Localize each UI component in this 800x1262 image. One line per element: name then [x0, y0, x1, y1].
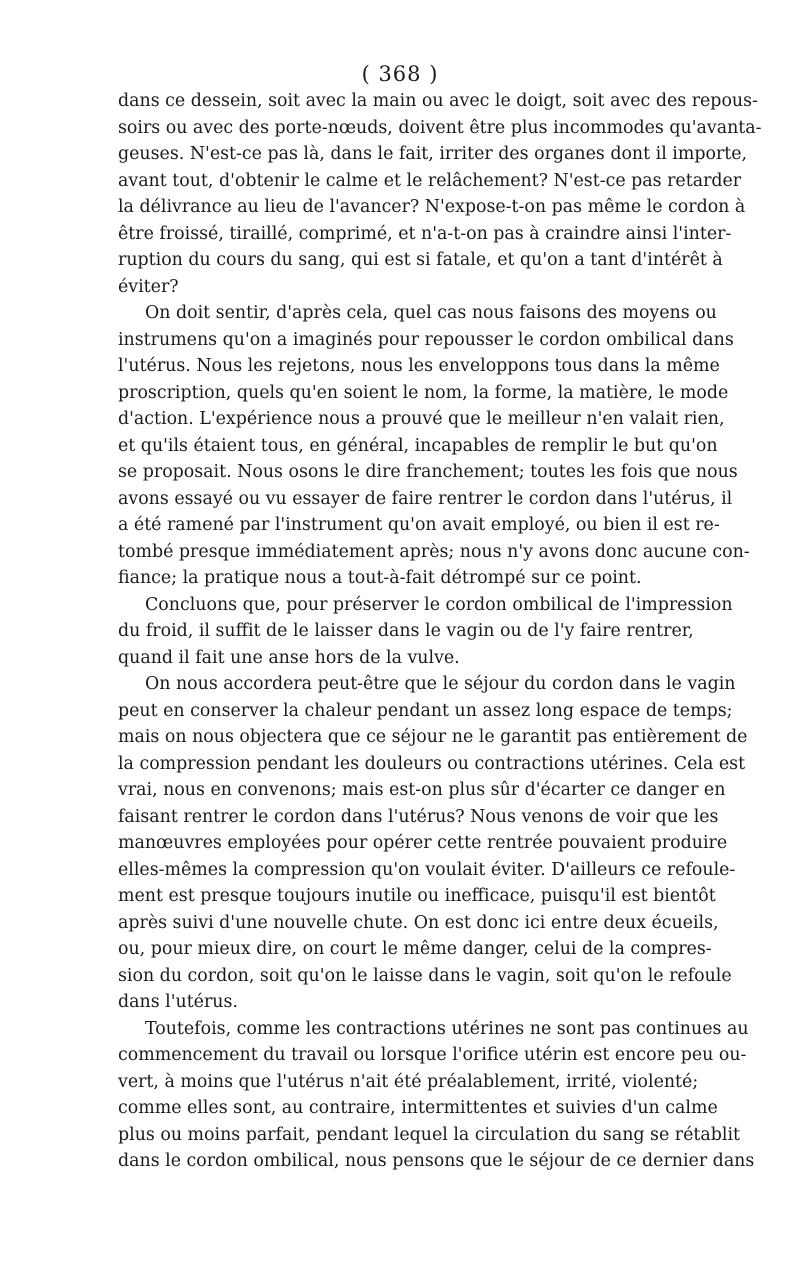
text-line: a été ramené par l'instrument qu'on avait employé, ou bien il est re-	[118, 515, 720, 535]
text-line: vrai, nous en convenons; mais est-on plus sûr d'écarter ce danger en	[118, 780, 726, 800]
text-line: soirs ou avec des porte-nœuds, doivent être plus incommodes qu'avanta-	[118, 117, 762, 138]
text-line: dans le cordon ombilical, nous pensons que le séjour de ce dernier dans	[118, 1151, 755, 1171]
text-line: On nous accordera peut-être que le séjour du cordon dans le vagin	[145, 674, 736, 694]
text-line: elles-mêmes la compression qu'on voulait éviter. D'ailleurs ce refoule-	[118, 859, 736, 880]
text-line: faisant rentrer le cordon dans l'utérus? Nous venons de voir que les	[118, 806, 719, 827]
text-line: instrumens qu'on a imaginés pour repousser le cordon ombilical dans	[118, 329, 734, 350]
body-text	[118, 88, 762, 1175]
text-line: plus ou moins parfait, pendant lequel la circulation du sang se rétablit	[118, 1124, 741, 1145]
page-number: ( 368 )	[361, 62, 439, 86]
text-line: mais on nous objectera que ce séjour ne le garantit pas entièrement de	[118, 727, 748, 747]
text-line: sion du cordon, soit qu'on le laisse dans le vagin, soit qu'on le refoule	[118, 965, 732, 986]
text-line: ruption du cours du sang, qui est si fatale, et qu'on a tant d'intérêt à	[118, 250, 723, 270]
text-line: dans l'utérus.	[118, 992, 238, 1012]
text-line: vert, à moins que l'utérus n'ait été préalablement, irrité, violenté;	[118, 1071, 699, 1092]
text-line: éviter?	[118, 276, 179, 297]
text-line: avons essayé ou vu essayer de faire rentrer le cordon dans l'utérus, il	[118, 488, 733, 509]
text-line: ment est presque toujours inutile ou inefficace, puisqu'il est bientôt	[118, 886, 716, 906]
text-line: et qu'ils étaient tous, en général, incapables de remplir le but qu'on	[118, 435, 718, 456]
text-line: proscription, quels qu'en soient le nom, la forme, la matière, le mode	[118, 382, 729, 403]
text-line: dans ce dessein, soit avec la main ou avec le doigt, soit avec des repous-	[118, 91, 758, 111]
text-line: Concluons que, pour préserver le cordon ombilical de l'impression	[145, 594, 733, 615]
text-line: peut en conserver la chaleur pendant un assez long espace de temps;	[118, 700, 733, 721]
text-line: du froid, il suffit de le laisser dans le vagin ou de l'y faire rentrer,	[118, 621, 694, 641]
text-line: comme elles sont, au contraire, intermittentes et suivies d'un calme	[118, 1098, 718, 1118]
text-line: après suivi d'une nouvelle chute. On est donc ici entre deux écueils,	[118, 912, 719, 933]
text-line: geuses. N'est-ce pas là, dans le fait, irriter des organes dont il importe,	[118, 144, 748, 164]
text-line: ou, pour mieux dire, on court le même danger, celui de la compres-	[118, 939, 712, 959]
text-line: commencement du travail ou lorsque l'orifice utérin est encore peu ou-	[118, 1045, 747, 1065]
text-line: quand il fait une anse hors de la vulve.	[118, 647, 460, 668]
text-line: la délivrance au lieu de l'avancer? N'expose-t-on pas même le cordon à	[118, 197, 746, 217]
text-line: avant tout, d'obtenir le calme et le relâchement? N'est-ce pas retarder	[118, 170, 742, 191]
text-line: être froissé, tiraillé, comprimé, et n'a-t-on pas à craindre ainsi l'inter-	[118, 223, 732, 244]
text-line: la compression pendant les douleurs ou contractions utérines. Cela est	[118, 753, 746, 774]
text-line: On doit sentir, d'après cela, quel cas nous faisons des moyens ou	[145, 303, 717, 323]
text-line: d'action. L'expérience nous a prouvé que le meilleur n'en valait rien,	[118, 409, 725, 429]
text-line: manœuvres employées pour opérer cette rentrée pouvaient produire	[118, 833, 728, 853]
text-line: l'utérus. Nous les rejetons, nous les enveloppons tous dans la même	[118, 356, 720, 376]
text-line: se proposait. Nous osons le dire franchement; toutes les fois que nous	[118, 462, 738, 482]
text-line: Toutefois, comme les contractions utérines ne sont pas continues au	[145, 1018, 749, 1039]
text-line: fiance; la pratique nous a tout-à-fait détrompé sur ce point.	[118, 568, 642, 588]
text-line: tombé presque immédiatement après; nous n'y avons donc aucune con-	[118, 541, 750, 562]
